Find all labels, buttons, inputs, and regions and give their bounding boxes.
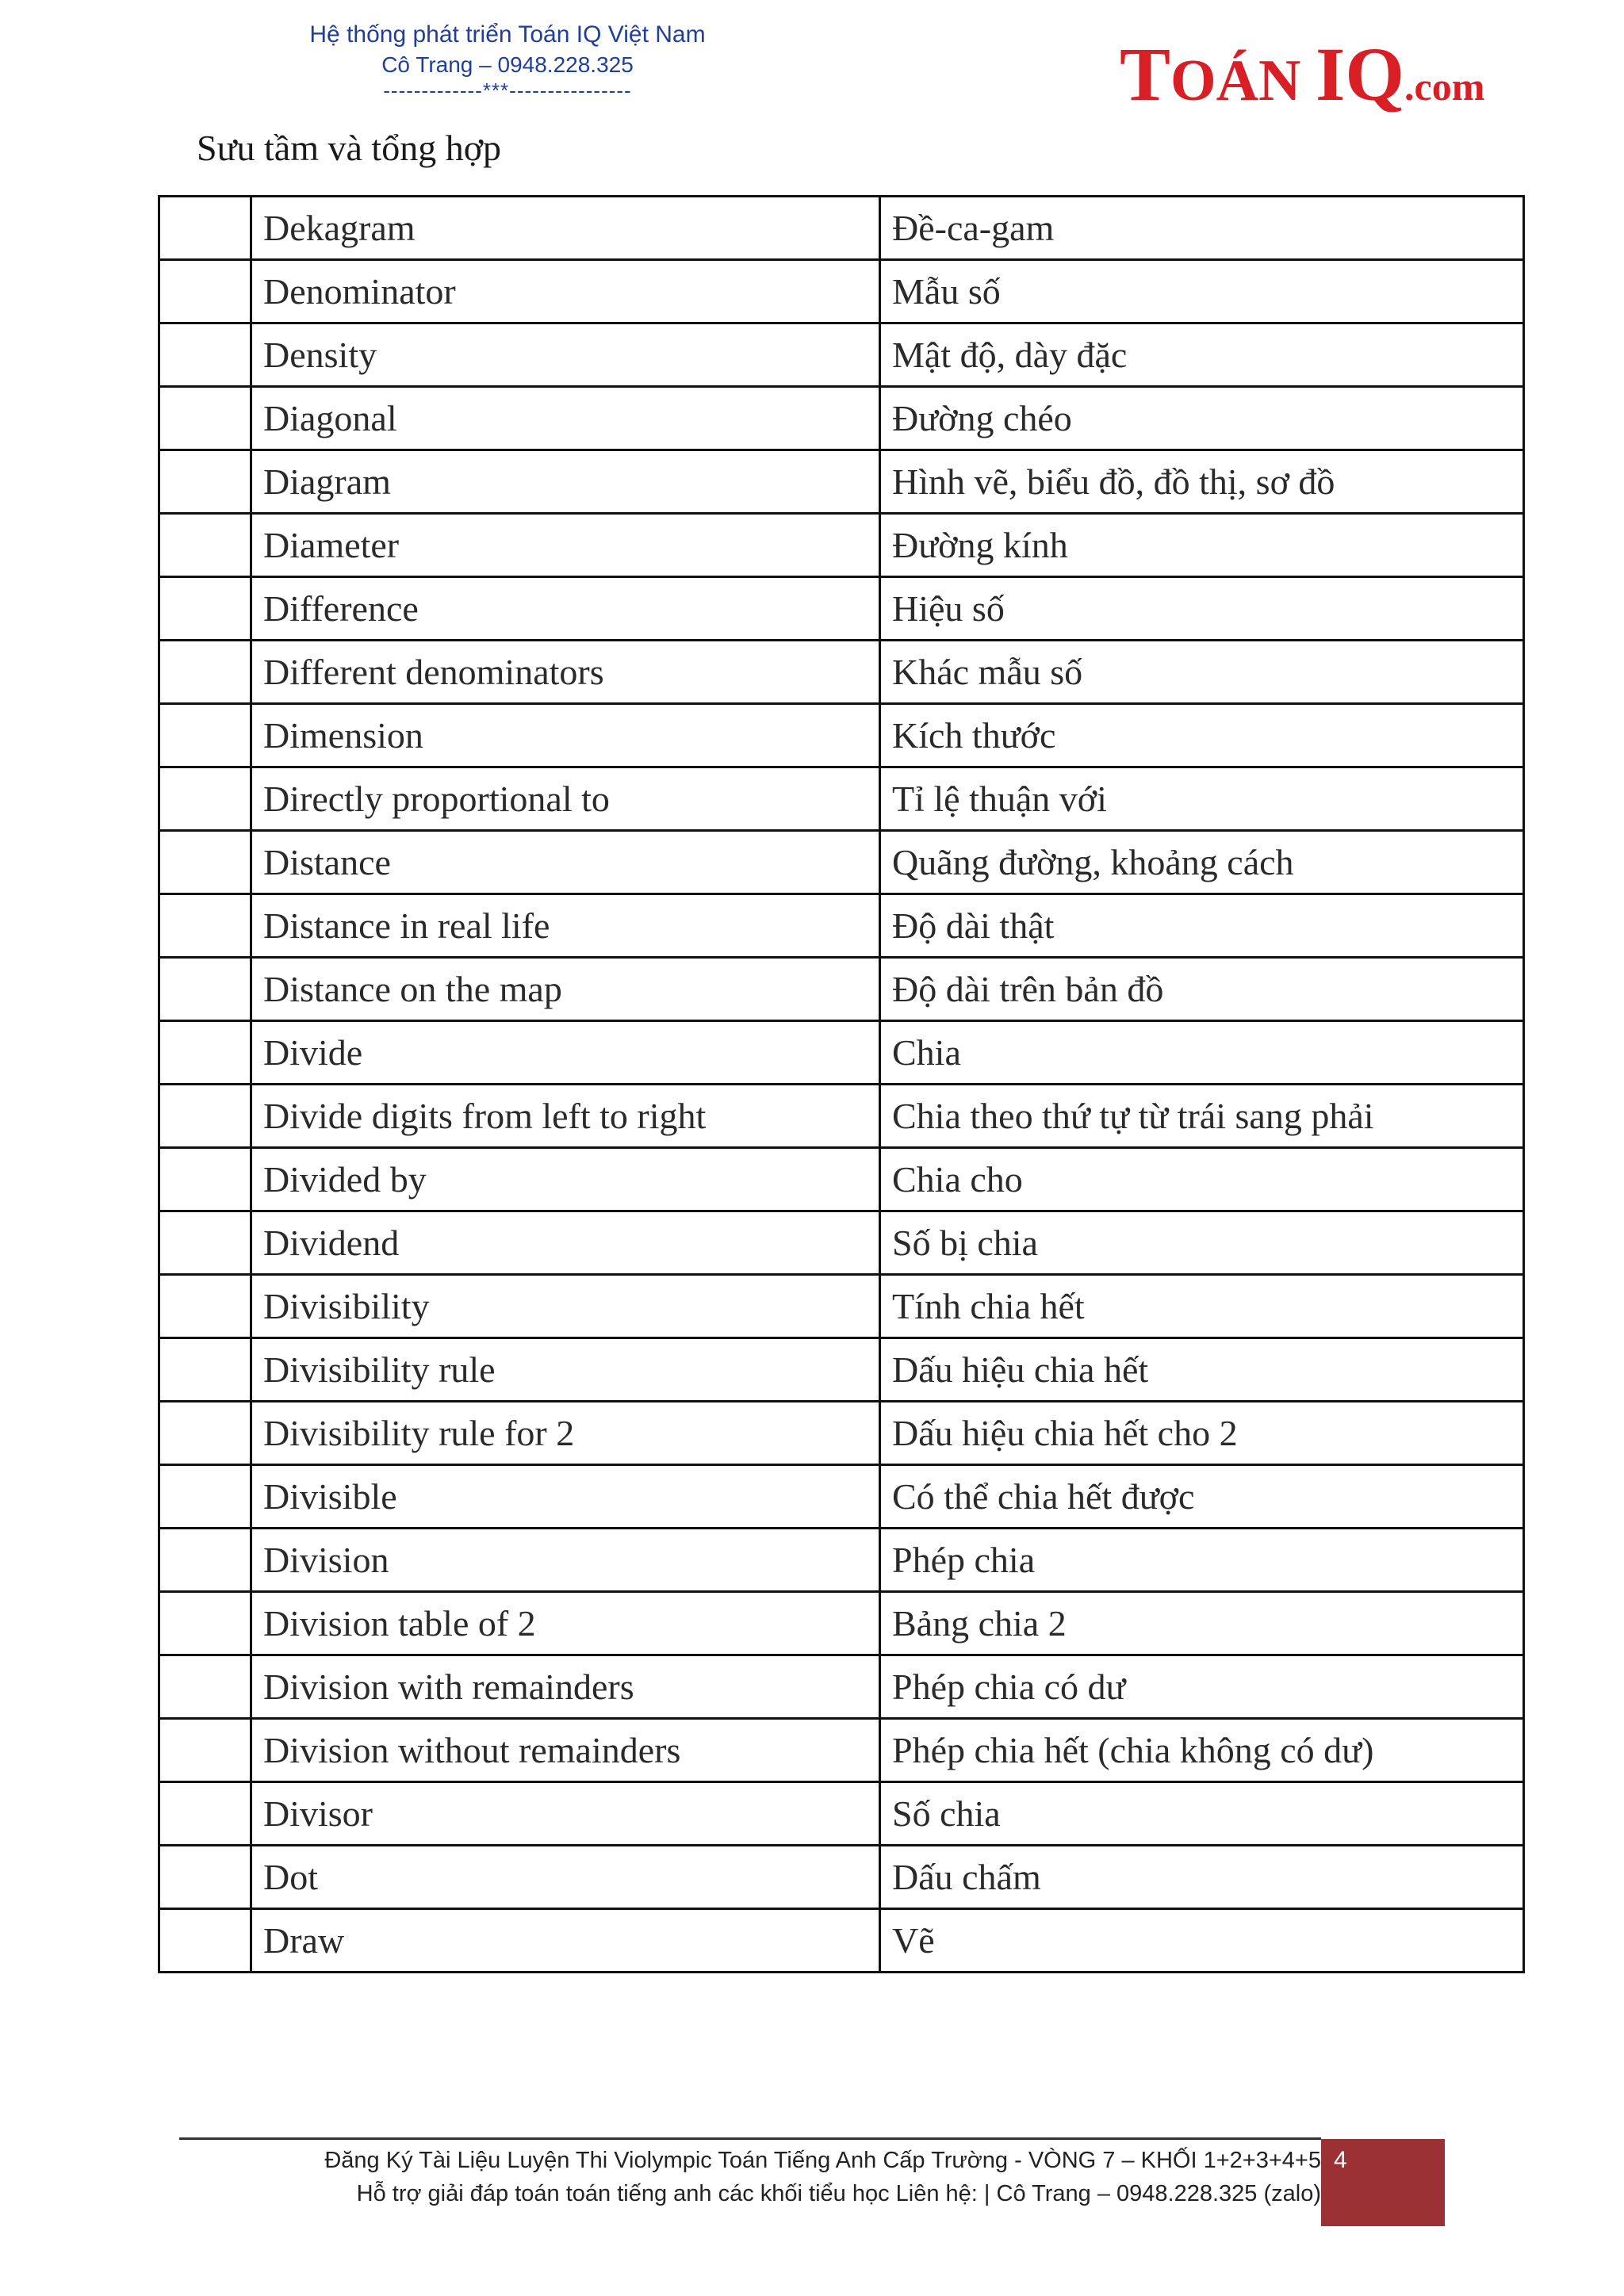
table-row	[159, 260, 1524, 323]
english-term-cell: Diagonal	[251, 387, 880, 450]
vocabulary-table	[158, 195, 1525, 1973]
table-row	[159, 894, 1524, 958]
vietnamese-term-cell: Số chia	[880, 1782, 1524, 1846]
english-term-cell: Distance on the map	[251, 958, 880, 1021]
vietnamese-term-cell: Mẫu số	[880, 260, 1524, 323]
row-number-cell	[159, 387, 251, 450]
table-row	[159, 1655, 1524, 1719]
vietnamese-term-cell: Phép chia	[880, 1529, 1524, 1592]
row-number-cell	[159, 514, 251, 577]
english-term-cell: Distance in real life	[251, 894, 880, 958]
table-row	[159, 958, 1524, 1021]
table-row	[159, 1338, 1524, 1402]
table-row	[159, 387, 1524, 450]
english-term-cell: Division with remainders	[251, 1655, 880, 1719]
vietnamese-term-cell: Tỉ lệ thuận với	[880, 767, 1524, 831]
table-row	[159, 704, 1524, 767]
vietnamese-term-cell: Bảng chia 2	[880, 1592, 1524, 1655]
row-number-cell	[159, 1592, 251, 1655]
footer-divider	[179, 2137, 1321, 2140]
row-number-cell	[159, 1148, 251, 1211]
table-row	[159, 1529, 1524, 1592]
english-term-cell: Difference	[251, 577, 880, 641]
row-number-cell	[159, 831, 251, 894]
table-row	[159, 450, 1524, 514]
vietnamese-term-cell: Quãng đường, khoảng cách	[880, 831, 1524, 894]
table-row	[159, 1592, 1524, 1655]
logo-part-com: .com	[1404, 64, 1485, 109]
vietnamese-term-cell: Độ dài trên bản đồ	[880, 958, 1524, 1021]
row-number-cell	[159, 1529, 251, 1592]
english-term-cell: Divisibility rule for 2	[251, 1402, 880, 1465]
row-number-cell	[159, 1021, 251, 1085]
table-row	[159, 1909, 1524, 1973]
vietnamese-term-cell: Tính chia hết	[880, 1275, 1524, 1338]
vietnamese-term-cell: Dấu chấm	[880, 1846, 1524, 1909]
row-number-cell	[159, 1719, 251, 1782]
page-subtitle: Sưu tầm và tổng hợp	[197, 128, 502, 168]
table-row	[159, 1211, 1524, 1275]
vocabulary-table-body	[159, 197, 1524, 1973]
page-number-box	[1321, 2139, 1445, 2226]
footer	[179, 2144, 1321, 2210]
toaniq-logo	[1120, 30, 1484, 118]
row-number-cell	[159, 641, 251, 704]
english-term-cell: Divide	[251, 1021, 880, 1085]
footer-registration-line: Đăng Ký Tài Liệu Luyện Thi Violympic Toán Tiếng Anh Cấp Trường - VÒNG 7 – KHỐI 1+2+3+4+5	[324, 2148, 1321, 2173]
english-term-cell: Diameter	[251, 514, 880, 577]
row-number-cell	[159, 1465, 251, 1529]
row-number-cell	[159, 450, 251, 514]
vietnamese-term-cell: Chia theo thứ tự từ trái sang phải	[880, 1085, 1524, 1148]
row-number-cell	[159, 1275, 251, 1338]
table-row	[159, 641, 1524, 704]
vietnamese-term-cell: Độ dài thật	[880, 894, 1524, 958]
header-divider: -------------***----------------	[383, 78, 632, 102]
header-contact-phone: Cô Trang – 0948.228.325	[381, 52, 634, 77]
english-term-cell: Divisibility	[251, 1275, 880, 1338]
english-term-cell: Divide digits from left to right	[251, 1085, 880, 1148]
vietnamese-term-cell: Vẽ	[880, 1909, 1524, 1973]
english-term-cell: Distance	[251, 831, 880, 894]
table-row	[159, 514, 1524, 577]
row-number-cell	[159, 577, 251, 641]
table-row	[159, 1148, 1524, 1211]
english-term-cell: Division table of 2	[251, 1592, 880, 1655]
english-term-cell: Divisor	[251, 1782, 880, 1846]
english-term-cell: Division without remainders	[251, 1719, 880, 1782]
table-row	[159, 1402, 1524, 1465]
table-row	[159, 1275, 1524, 1338]
vietnamese-term-cell: Có thể chia hết được	[880, 1465, 1524, 1529]
table-row	[159, 323, 1524, 387]
english-term-cell: Denominator	[251, 260, 880, 323]
table-row	[159, 1085, 1524, 1148]
vietnamese-term-cell: Số bị chia	[880, 1211, 1524, 1275]
vietnamese-term-cell: Dấu hiệu chia hết cho 2	[880, 1402, 1524, 1465]
english-term-cell: Density	[251, 323, 880, 387]
table-row	[159, 1719, 1524, 1782]
row-number-cell	[159, 1782, 251, 1846]
row-number-cell	[159, 1846, 251, 1909]
vietnamese-term-cell: Kích thước	[880, 704, 1524, 767]
vietnamese-term-cell: Chia	[880, 1021, 1524, 1085]
vietnamese-term-cell: Hình vẽ, biểu đồ, đồ thị, sơ đồ	[880, 450, 1524, 514]
vietnamese-term-cell: Mật độ, dày đặc	[880, 323, 1524, 387]
vietnamese-term-cell: Dấu hiệu chia hết	[880, 1338, 1524, 1402]
table-row	[159, 831, 1524, 894]
table-row	[159, 767, 1524, 831]
row-number-cell	[159, 197, 251, 260]
row-number-cell	[159, 1909, 251, 1973]
english-term-cell: Dekagram	[251, 197, 880, 260]
english-term-cell: Division	[251, 1529, 880, 1592]
table-row	[159, 1782, 1524, 1846]
row-number-cell	[159, 323, 251, 387]
english-term-cell: Divisible	[251, 1465, 880, 1529]
english-term-cell: Dimension	[251, 704, 880, 767]
row-number-cell	[159, 958, 251, 1021]
vietnamese-term-cell: Đường chéo	[880, 387, 1524, 450]
logo-part-t: T	[1120, 32, 1171, 117]
english-term-cell: Dot	[251, 1846, 880, 1909]
row-number-cell	[159, 1211, 251, 1275]
english-term-cell: Draw	[251, 1909, 880, 1973]
vietnamese-term-cell: Đường kính	[880, 514, 1524, 577]
english-term-cell: Divided by	[251, 1148, 880, 1211]
row-number-cell	[159, 1085, 251, 1148]
row-number-cell	[159, 1402, 251, 1465]
english-term-cell: Divisibility rule	[251, 1338, 880, 1402]
row-number-cell	[159, 894, 251, 958]
header-contact	[262, 19, 753, 101]
english-term-cell: Different denominators	[251, 641, 880, 704]
row-number-cell	[159, 1338, 251, 1402]
row-number-cell	[159, 1655, 251, 1719]
vietnamese-term-cell: Phép chia hết (chia không có dư)	[880, 1719, 1524, 1782]
table-row	[159, 1846, 1524, 1909]
table-row	[159, 197, 1524, 260]
row-number-cell	[159, 767, 251, 831]
vietnamese-term-cell: Hiệu số	[880, 577, 1524, 641]
vietnamese-term-cell: Đề-ca-gam	[880, 197, 1524, 260]
vietnamese-term-cell: Phép chia có dư	[880, 1655, 1524, 1719]
vietnamese-term-cell: Khác mẫu số	[880, 641, 1524, 704]
vietnamese-term-cell: Chia cho	[880, 1148, 1524, 1211]
row-number-cell	[159, 260, 251, 323]
footer-support-line: Hỗ trợ giải đáp toán toán tiếng anh các khối tiểu học Liên hệ: | Cô Trang – 0948.228.325 (zalo)	[356, 2181, 1321, 2206]
english-term-cell: Diagram	[251, 450, 880, 514]
header-title: Hệ thống phát triển Toán IQ Việt Nam	[309, 21, 706, 48]
table-row	[159, 577, 1524, 641]
table-row	[159, 1021, 1524, 1085]
row-number-cell	[159, 704, 251, 767]
english-term-cell: Directly proportional to	[251, 767, 880, 831]
english-term-cell: Dividend	[251, 1211, 880, 1275]
logo-part-oan: OÁN	[1170, 48, 1316, 113]
page-number: 4	[1334, 2147, 1347, 2173]
table-row	[159, 1465, 1524, 1529]
logo-part-iq: IQ	[1315, 32, 1405, 117]
